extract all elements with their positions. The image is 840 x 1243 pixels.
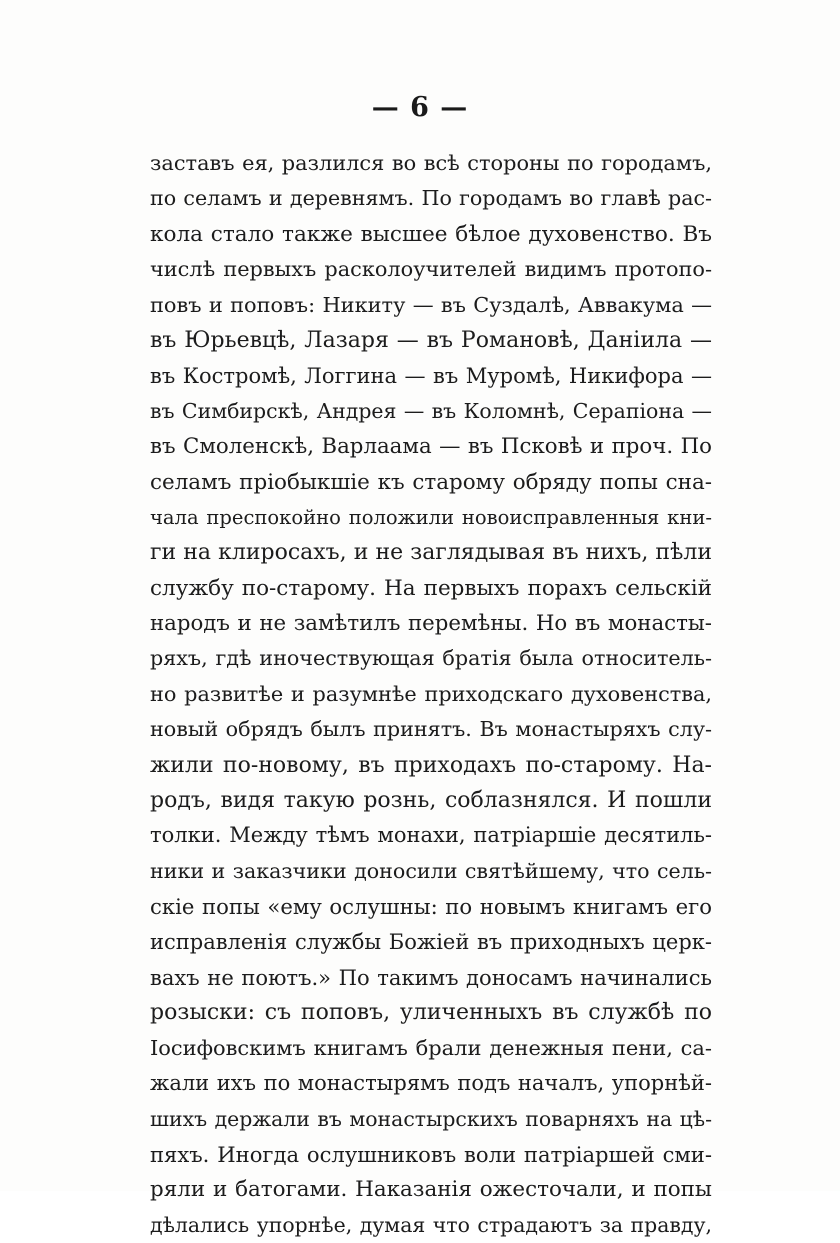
text-line: чала преспокойно положили новоисправленныя кни- bbox=[150, 505, 712, 529]
body-text bbox=[150, 146, 712, 1243]
text-line: родъ, видя такую рознь, соблазнялся. И пошли bbox=[150, 788, 712, 814]
text-line: селамъ пріобыкшіе къ старому обряду попы сна- bbox=[150, 469, 712, 495]
text-line: числѣ первыхъ расколоучителей видимъ протопо- bbox=[150, 257, 712, 282]
text-line: въ Костромѣ, Логгина — въ Муромѣ, Никифора — bbox=[150, 363, 712, 389]
text-line: заставъ ея, разлился во всѣ стороны по городамъ, bbox=[150, 151, 712, 175]
text-line: новый обрядъ былъ принятъ. Въ монастыряхъ слу- bbox=[150, 717, 712, 742]
text-line: по селамъ и деревнямъ. По городамъ во главѣ рас- bbox=[150, 186, 712, 211]
text-line: розыски: съ поповъ, уличенныхъ въ службѣ по bbox=[150, 1000, 712, 1026]
text-line: народъ и не замѣтилъ перемѣны. Но въ монасты- bbox=[150, 611, 712, 637]
text-line: исправленія службы Божіей въ приходныхъ церк- bbox=[150, 929, 712, 954]
text-line: ники и заказчики доносили святѣйшему, что сель- bbox=[150, 858, 712, 883]
text-line: скіе попы «ему ослушны: по новымъ книгамъ его bbox=[150, 894, 712, 920]
text-line: дѣлались упорнѣе, думая что страдаютъ за правду, bbox=[150, 1212, 712, 1237]
text-line: кола стало также высшее бѣлое духовенство. Въ bbox=[150, 221, 712, 247]
text-line: ряли и батогами. Наказанія ожесточали, и попы bbox=[150, 1177, 712, 1203]
text-line: но развитѣе и разумнѣе приходскаго духовенства, bbox=[150, 681, 712, 706]
text-line: ряхъ, гдѣ иночествующая братія была относитель- bbox=[150, 646, 712, 671]
text-line: шихъ держали въ монастырскихъ поварняхъ на цѣ- bbox=[150, 1106, 712, 1131]
text-line: службу по-старому. На первыхъ порахъ сельскій bbox=[150, 575, 712, 601]
text-line: повъ и поповъ: Никиту — въ Суздалѣ, Аввакума — bbox=[150, 292, 712, 317]
text-line: жили по-новому, въ приходахъ по-старому. На- bbox=[150, 752, 712, 778]
text-line: пяхъ. Иногда ослушниковъ воли патріаршей сми- bbox=[150, 1141, 712, 1167]
text-line: жали ихъ по монастырямъ подъ началъ, упорнѣй- bbox=[150, 1071, 712, 1096]
text-line: вахъ не поютъ.» По такимъ доносамъ начинались bbox=[150, 964, 712, 990]
text-line: въ Смоленскѣ, Варлаама — въ Псковѣ и проч. По bbox=[150, 434, 712, 460]
text-line: толки. Между тѣмъ монахи, патріаршіе десятиль- bbox=[150, 823, 712, 848]
text-line: Іосифовскимъ книгамъ брали денежныя пени, са- bbox=[150, 1035, 712, 1060]
page-number: — 6 — bbox=[371, 92, 469, 123]
text-line: въ Юрьевцѣ, Лазаря — въ Романовѣ, Даніила — bbox=[150, 327, 712, 353]
text-line: ги на клиросахъ, и не заглядывая въ нихъ, пѣли bbox=[150, 540, 712, 566]
text-line: въ Симбирскѣ, Андрея — въ Коломнѣ, Серапіона — bbox=[150, 398, 712, 423]
